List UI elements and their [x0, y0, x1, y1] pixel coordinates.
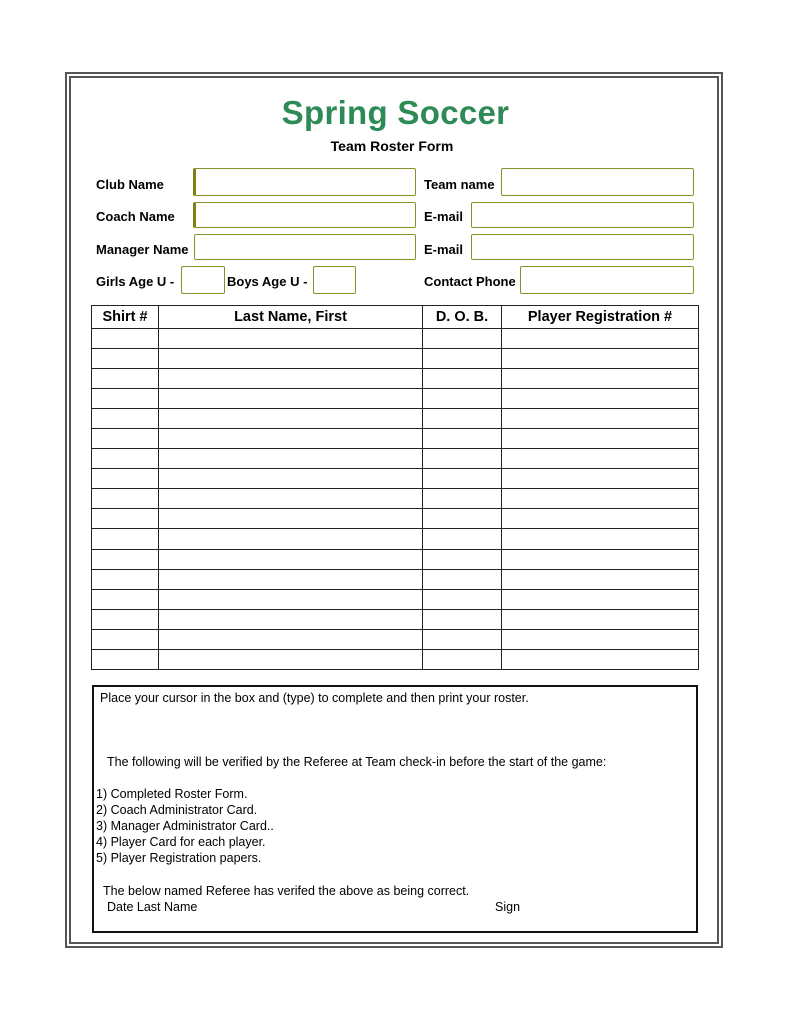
- dob-cell[interactable]: [423, 529, 502, 549]
- shirt-cell[interactable]: [92, 529, 159, 549]
- contact-phone-label: Contact Phone: [424, 274, 516, 289]
- registration-cell[interactable]: [502, 549, 699, 569]
- club-name-label: Club Name: [96, 177, 164, 192]
- registration-cell[interactable]: [502, 529, 699, 549]
- date-last-name-label: Date Last Name: [107, 900, 198, 914]
- dob-cell[interactable]: [423, 369, 502, 389]
- shirt-cell[interactable]: [92, 549, 159, 569]
- checklist-item: 2) Coach Administrator Card.: [96, 803, 258, 817]
- verification-intro: The following will be verified by the Referee at Team check-in before the start of the game:: [107, 755, 607, 769]
- checklist-item: 1) Completed Roster Form.: [96, 787, 248, 801]
- manager-name-label: Manager Name: [96, 242, 189, 257]
- column-header-dob: D. O. B.: [423, 306, 502, 329]
- registration-cell[interactable]: [502, 489, 699, 509]
- registration-cell[interactable]: [502, 589, 699, 609]
- table-row: [92, 409, 699, 429]
- checklist-item: 4) Player Card for each player.: [96, 835, 266, 849]
- dob-cell[interactable]: [423, 489, 502, 509]
- column-header-shirt: Shirt #: [92, 306, 159, 329]
- dob-cell[interactable]: [423, 329, 502, 349]
- name-cell[interactable]: [159, 529, 423, 549]
- table-row: [92, 369, 699, 389]
- name-cell[interactable]: [159, 509, 423, 529]
- shirt-cell[interactable]: [92, 569, 159, 589]
- registration-cell[interactable]: [502, 629, 699, 649]
- instructions-box: [92, 685, 698, 933]
- shirt-cell[interactable]: [92, 449, 159, 469]
- table-row: [92, 649, 699, 669]
- email-label-1: E-mail: [424, 209, 464, 224]
- coach-name-label: Coach Name: [96, 209, 175, 224]
- name-cell[interactable]: [159, 609, 423, 629]
- name-cell[interactable]: [159, 389, 423, 409]
- table-row: [92, 569, 699, 589]
- checklist-item: 3) Manager Administrator Card..: [96, 819, 274, 833]
- roster-table: [91, 305, 699, 670]
- dob-cell[interactable]: [423, 509, 502, 529]
- registration-cell[interactable]: [502, 429, 699, 449]
- name-cell[interactable]: [159, 549, 423, 569]
- table-row: [92, 429, 699, 449]
- column-header-registration: Player Registration #: [502, 306, 699, 329]
- name-cell[interactable]: [159, 369, 423, 389]
- table-row: [92, 609, 699, 629]
- table-row: [92, 629, 699, 649]
- sign-label: Sign: [495, 900, 521, 914]
- name-cell[interactable]: [159, 409, 423, 429]
- shirt-cell[interactable]: [92, 409, 159, 429]
- shirt-cell[interactable]: [92, 369, 159, 389]
- table-row: [92, 349, 699, 369]
- girls-age-label: Girls Age U -: [96, 274, 175, 289]
- boys-age-field[interactable]: [313, 266, 356, 294]
- name-cell[interactable]: [159, 569, 423, 589]
- registration-cell[interactable]: [502, 609, 699, 629]
- email-field-1[interactable]: [471, 202, 694, 228]
- registration-cell[interactable]: [502, 509, 699, 529]
- boys-age-label: Boys Age U -: [227, 274, 308, 289]
- page-title: Spring Soccer: [281, 94, 510, 131]
- instruction-text: Place your cursor in the box and (type) to complete and then print your roster.: [100, 691, 529, 705]
- shirt-cell[interactable]: [92, 469, 159, 489]
- shirt-cell[interactable]: [92, 489, 159, 509]
- girls-age-field[interactable]: [181, 266, 225, 294]
- name-cell[interactable]: [159, 629, 423, 649]
- table-row: [92, 329, 699, 349]
- registration-cell[interactable]: [502, 569, 699, 589]
- name-cell[interactable]: [159, 589, 423, 609]
- table-row: [92, 489, 699, 509]
- dob-cell[interactable]: [423, 549, 502, 569]
- registration-cell[interactable]: [502, 449, 699, 469]
- table-row: [92, 449, 699, 469]
- shirt-cell[interactable]: [92, 389, 159, 409]
- shirt-cell[interactable]: [92, 649, 159, 669]
- name-cell[interactable]: [159, 649, 423, 669]
- manager-name-field[interactable]: [194, 234, 416, 260]
- dob-cell[interactable]: [423, 649, 502, 669]
- dob-cell[interactable]: [423, 629, 502, 649]
- table-row: [92, 549, 699, 569]
- name-cell[interactable]: [159, 429, 423, 449]
- roster-header-row: [92, 306, 699, 329]
- name-cell[interactable]: [159, 489, 423, 509]
- name-cell[interactable]: [159, 449, 423, 469]
- dob-cell[interactable]: [423, 449, 502, 469]
- dob-cell[interactable]: [423, 469, 502, 489]
- dob-cell[interactable]: [423, 609, 502, 629]
- column-header-name: Last Name, First: [159, 306, 423, 329]
- referee-statement: The below named Referee has verifed the above as being correct.: [103, 884, 470, 898]
- shirt-cell[interactable]: [92, 349, 159, 369]
- dob-cell[interactable]: [423, 569, 502, 589]
- shirt-cell[interactable]: [92, 609, 159, 629]
- dob-cell[interactable]: [423, 389, 502, 409]
- table-row: [92, 509, 699, 529]
- name-cell[interactable]: [159, 469, 423, 489]
- page-subtitle: Team Roster Form: [330, 138, 454, 154]
- contact-phone-field[interactable]: [520, 266, 694, 294]
- shirt-cell[interactable]: [92, 509, 159, 529]
- email-field-2[interactable]: [471, 234, 694, 260]
- registration-cell[interactable]: [502, 469, 699, 489]
- team-name-field[interactable]: [501, 168, 694, 196]
- table-row: [92, 469, 699, 489]
- shirt-cell[interactable]: [92, 329, 159, 349]
- registration-cell[interactable]: [502, 329, 699, 349]
- team-name-label: Team name: [424, 177, 495, 192]
- email-label-2: E-mail: [424, 242, 464, 257]
- shirt-cell[interactable]: [92, 589, 159, 609]
- coach-name-field[interactable]: [193, 202, 416, 228]
- registration-cell[interactable]: [502, 369, 699, 389]
- dob-cell[interactable]: [423, 409, 502, 429]
- name-cell[interactable]: [159, 329, 423, 349]
- checklist-item: 5) Player Registration papers.: [96, 851, 262, 865]
- registration-cell[interactable]: [502, 349, 699, 369]
- name-cell[interactable]: [159, 349, 423, 369]
- table-row: [92, 529, 699, 549]
- registration-cell[interactable]: [502, 389, 699, 409]
- table-row: [92, 589, 699, 609]
- dob-cell[interactable]: [423, 429, 502, 449]
- table-row: [92, 389, 699, 409]
- registration-cell[interactable]: [502, 649, 699, 669]
- registration-cell[interactable]: [502, 409, 699, 429]
- club-name-field[interactable]: [193, 168, 416, 196]
- shirt-cell[interactable]: [92, 429, 159, 449]
- dob-cell[interactable]: [423, 589, 502, 609]
- dob-cell[interactable]: [423, 349, 502, 369]
- shirt-cell[interactable]: [92, 629, 159, 649]
